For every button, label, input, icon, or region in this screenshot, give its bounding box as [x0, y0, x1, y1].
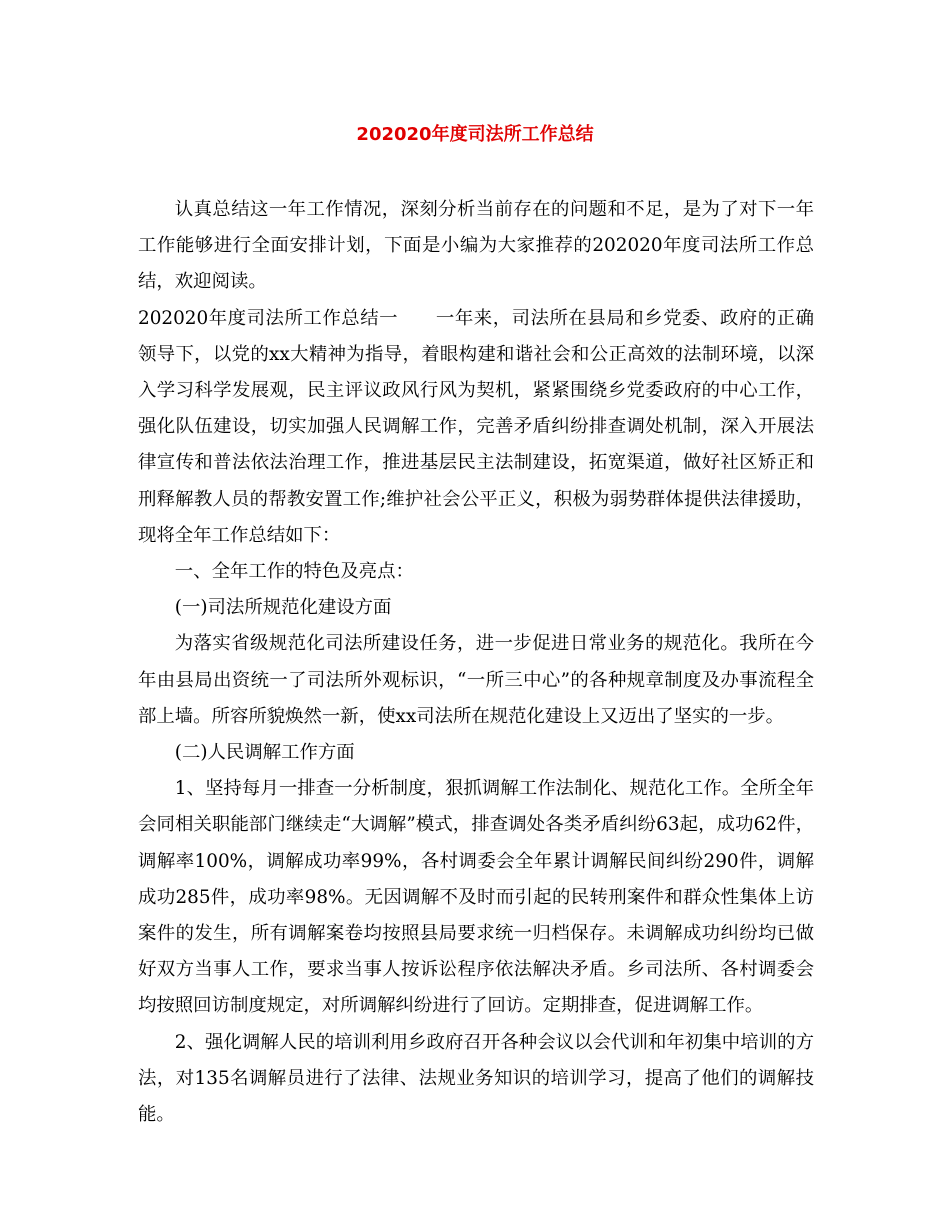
document-title: 202020年度司法所工作总结: [356, 124, 594, 145]
intro-paragraph: 认真总结这一年工作情况，深刻分析当前存在的问题和不足，是为了对下一年工作能够进行全面安排计划，下面是小编为大家推荐的202020年度司法所工作总结，欢迎阅读。: [138, 199, 814, 293]
document-body: [138, 192, 814, 1133]
section-heading-1: 一、全年工作的特色及亮点：: [174, 561, 414, 583]
standardization-paragraph: 为落实省级规范化司法所建设任务，进一步促进日常业务的规范化。我所在今年由县局出资统一了司法所外观标识，“一所三中心”的各种规章制度及办事流程全部上墙。所容所貌焕然一新，使xx司法所在规范化建设上又迈出了坚实的一步。: [138, 633, 814, 727]
mediation-paragraph-2: 2、强化调解人民的培训利用乡政府召开各种会议以会代训和年初集中培训的方法，对135名调解员进行了法律、法规业务知识的培训学习，提高了他们的调解技能。: [138, 1031, 814, 1126]
mediation-paragraph-1: 1、坚持每月一排查一分析制度，狠抓调解工作法制化、规范化工作。全所全年会同相关职能部门继续走“大调解”模式，排查调处各类矛盾纠纷63起，成功62件，调解率100%，调解成功率99%，各村调委会全年累计调解民间纠纷290件，调解成功285件，成功率98%。无因调解不及时而引起的民转刑案件和群众性集体上访案件的发生，所有调解案卷均按照县局要求统一归档保存。未调解成功纠纷均已做好双方当事人工作，要求当事人按诉讼程序依法解决矛盾。乡司法所、各村调委会均按照回访制度规定，对所调解纠纷进行了回访。定期排查，促进调解工作。: [138, 778, 814, 1017]
subsection-heading-1: (一)司法所规范化建设方面: [174, 597, 392, 619]
summary-paragraph: 202020年度司法所工作总结一 一年来，司法所在县局和乡党委、政府的正确领导下，以党的xx大精神为指导，着眼构建和谐社会和公正高效的法制环境，以深入学习科学发展观，民主评议政风行风为契机，紧紧围绕乡党委政府的中心工作，强化队伍建设，切实加强人民调解工作，完善矛盾纠纷排查调处机制，深入开展法律宣传和普法依法治理工作，推进基层民主法制建设，拓宽渠道，做好社区矫正和刑释解教人员的帮教安置工作;维护社会公平正义，积极为弱势群体提供法律援助，现将全年工作总结如下：: [138, 307, 814, 546]
subsection-heading-2: (二)人民调解工作方面: [174, 742, 355, 764]
